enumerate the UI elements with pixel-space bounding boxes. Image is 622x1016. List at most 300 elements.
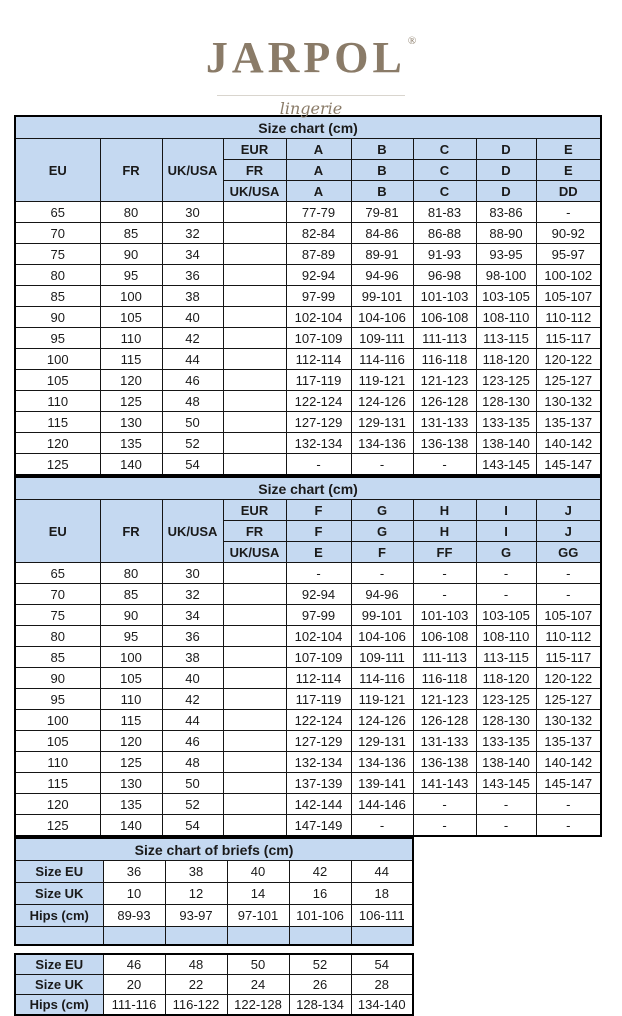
band-size-cell: 80 <box>100 563 162 584</box>
empty-label-cell <box>223 584 286 605</box>
band-size-cell: 110 <box>100 689 162 710</box>
empty-label-cell <box>223 647 286 668</box>
size-row <box>15 454 601 476</box>
underbust-range-cell: - <box>476 563 536 584</box>
empty-label-cell <box>223 689 286 710</box>
registered-trademark-icon: ® <box>407 35 417 47</box>
cup-size-cell: I <box>476 500 536 521</box>
empty-label-cell <box>223 433 286 454</box>
underbust-range-cell: 109-111 <box>351 647 413 668</box>
empty-label-cell <box>223 328 286 349</box>
briefs-value-cell: 93-97 <box>165 905 227 927</box>
underbust-range-cell: 109-111 <box>351 328 413 349</box>
briefs-row-label: Size EU <box>15 954 103 975</box>
size-row <box>15 328 601 349</box>
empty-label-cell <box>223 626 286 647</box>
underbust-range-cell: 110-112 <box>536 307 601 328</box>
size-row <box>15 307 601 328</box>
underbust-range-cell: 113-115 <box>476 328 536 349</box>
band-size-cell: 115 <box>15 412 100 433</box>
underbust-range-cell: - <box>476 815 536 837</box>
empty-label-cell <box>223 349 286 370</box>
underbust-range-cell: - <box>476 794 536 815</box>
underbust-range-cell: 116-118 <box>413 668 476 689</box>
band-size-cell: 65 <box>15 202 100 223</box>
size-row <box>15 752 601 773</box>
briefs-row <box>15 905 413 927</box>
band-size-cell: 95 <box>100 626 162 647</box>
underbust-range-cell: 124-126 <box>351 391 413 412</box>
band-size-cell: 46 <box>162 731 223 752</box>
underbust-range-cell: 115-117 <box>536 328 601 349</box>
underbust-range-cell: 112-114 <box>286 349 351 370</box>
band-size-cell: 90 <box>100 605 162 626</box>
cup-system-label-cell: EUR <box>223 500 286 521</box>
briefs-value-cell: 12 <box>165 883 227 905</box>
underbust-range-cell: 129-131 <box>351 412 413 433</box>
size-chart-table-1 <box>14 115 602 476</box>
cup-size-cell: H <box>413 500 476 521</box>
size-row <box>15 815 601 837</box>
underbust-range-cell: 118-120 <box>476 668 536 689</box>
empty-label-cell <box>223 265 286 286</box>
underbust-range-cell: 101-103 <box>413 605 476 626</box>
size-row <box>15 584 601 605</box>
band-size-cell: 125 <box>15 815 100 837</box>
size-row <box>15 286 601 307</box>
briefs-value-cell: 18 <box>351 883 413 905</box>
size-row <box>15 668 601 689</box>
cup-system-label-cell: UK/USA <box>223 542 286 563</box>
band-size-cell: 140 <box>100 815 162 837</box>
empty-label-cell <box>223 752 286 773</box>
briefs-value-cell: 10 <box>103 883 165 905</box>
band-size-cell: 95 <box>100 265 162 286</box>
briefs-value-cell: 134-140 <box>351 995 413 1016</box>
underbust-range-cell: - <box>351 454 413 476</box>
underbust-range-cell: 116-118 <box>413 349 476 370</box>
empty-label-cell <box>223 731 286 752</box>
band-size-cell: 54 <box>162 815 223 837</box>
band-size-cell: 48 <box>162 391 223 412</box>
band-size-cell: 135 <box>100 433 162 454</box>
empty-label-cell <box>223 773 286 794</box>
underbust-range-cell: - <box>413 794 476 815</box>
empty-label-cell <box>223 668 286 689</box>
briefs-value-cell: 20 <box>103 975 165 995</box>
band-size-cell: 95 <box>15 689 100 710</box>
underbust-range-cell: 102-104 <box>286 307 351 328</box>
band-size-cell: 48 <box>162 752 223 773</box>
underbust-range-cell: 113-115 <box>476 647 536 668</box>
band-size-cell: 38 <box>162 647 223 668</box>
underbust-range-cell: 147-149 <box>286 815 351 837</box>
briefs-value-cell: 38 <box>165 861 227 883</box>
region-header-cell: UK/USA <box>162 139 223 202</box>
underbust-range-cell: 140-142 <box>536 752 601 773</box>
underbust-range-cell: 127-129 <box>286 412 351 433</box>
underbust-range-cell: 96-98 <box>413 265 476 286</box>
band-size-cell: 95 <box>15 328 100 349</box>
underbust-range-cell: 136-138 <box>413 752 476 773</box>
cup-size-cell: J <box>536 500 601 521</box>
underbust-range-cell: 137-139 <box>286 773 351 794</box>
cup-size-cell: E <box>286 542 351 563</box>
size-chart-1-body <box>15 202 601 476</box>
region-header-cell: FR <box>100 139 162 202</box>
size-row <box>15 223 601 244</box>
band-size-cell: 90 <box>15 668 100 689</box>
underbust-range-cell: 83-86 <box>476 202 536 223</box>
band-size-cell: 85 <box>15 647 100 668</box>
band-size-cell: 32 <box>162 584 223 605</box>
underbust-range-cell: 135-137 <box>536 731 601 752</box>
region-header-cell: EU <box>15 500 100 563</box>
underbust-range-cell: 132-134 <box>286 433 351 454</box>
size-row <box>15 412 601 433</box>
cup-header-row <box>15 139 601 160</box>
spacer-cell <box>289 927 351 946</box>
briefs-value-cell: 44 <box>351 861 413 883</box>
briefs-row <box>15 995 413 1016</box>
underbust-range-cell: 141-143 <box>413 773 476 794</box>
underbust-range-cell: 126-128 <box>413 710 476 731</box>
underbust-range-cell: 103-105 <box>476 286 536 307</box>
briefs-value-cell: 89-93 <box>103 905 165 927</box>
band-size-cell: 105 <box>15 370 100 391</box>
band-size-cell: 115 <box>100 710 162 731</box>
band-size-cell: 34 <box>162 605 223 626</box>
band-size-cell: 50 <box>162 412 223 433</box>
underbust-range-cell: 114-116 <box>351 668 413 689</box>
cup-header-row <box>15 500 601 521</box>
underbust-range-cell: 122-124 <box>286 391 351 412</box>
cup-size-cell: B <box>351 139 413 160</box>
briefs-value-cell: 26 <box>289 975 351 995</box>
band-size-cell: 52 <box>162 794 223 815</box>
band-size-cell: 34 <box>162 244 223 265</box>
briefs-value-cell: 14 <box>227 883 289 905</box>
underbust-range-cell: 101-103 <box>413 286 476 307</box>
band-size-cell: 130 <box>100 412 162 433</box>
briefs-row <box>15 861 413 883</box>
size-chart-table-2 <box>14 476 602 837</box>
underbust-range-cell: 100-102 <box>536 265 601 286</box>
underbust-range-cell: 117-119 <box>286 689 351 710</box>
underbust-range-cell: 88-90 <box>476 223 536 244</box>
band-size-cell: 65 <box>15 563 100 584</box>
cup-size-cell: C <box>413 139 476 160</box>
briefs-value-cell: 22 <box>165 975 227 995</box>
empty-label-cell <box>223 794 286 815</box>
size-row <box>15 563 601 584</box>
briefs-value-cell: 48 <box>165 954 227 975</box>
briefs-value-cell: 28 <box>351 975 413 995</box>
size-row <box>15 626 601 647</box>
size-row <box>15 349 601 370</box>
size-row <box>15 710 601 731</box>
underbust-range-cell: 145-147 <box>536 773 601 794</box>
cup-size-cell: H <box>413 521 476 542</box>
underbust-range-cell: 128-130 <box>476 391 536 412</box>
band-size-cell: 125 <box>100 752 162 773</box>
size-row <box>15 647 601 668</box>
cup-size-cell: G <box>351 521 413 542</box>
underbust-range-cell: 103-105 <box>476 605 536 626</box>
cup-size-cell: D <box>476 160 536 181</box>
underbust-range-cell: 105-107 <box>536 286 601 307</box>
size-row <box>15 244 601 265</box>
underbust-range-cell: 127-129 <box>286 731 351 752</box>
briefs-row-label: Hips (cm) <box>15 995 103 1016</box>
size-row <box>15 265 601 286</box>
band-size-cell: 36 <box>162 265 223 286</box>
underbust-range-cell: - <box>286 563 351 584</box>
briefs-row-label: Size UK <box>15 883 103 905</box>
underbust-range-cell: 119-121 <box>351 689 413 710</box>
band-size-cell: 42 <box>162 689 223 710</box>
underbust-range-cell: 86-88 <box>413 223 476 244</box>
empty-label-cell <box>223 710 286 731</box>
region-header-cell: UK/USA <box>162 500 223 563</box>
underbust-range-cell: 111-113 <box>413 647 476 668</box>
underbust-range-cell: 99-101 <box>351 605 413 626</box>
band-size-cell: 44 <box>162 349 223 370</box>
band-size-cell: 130 <box>100 773 162 794</box>
briefs-chart-table-2 <box>14 953 414 1016</box>
briefs-table-gap <box>0 946 622 953</box>
size-chart-2-title <box>15 477 601 500</box>
briefs-title <box>15 838 413 861</box>
band-size-cell: 80 <box>15 626 100 647</box>
underbust-range-cell: - <box>536 202 601 223</box>
underbust-range-cell: - <box>536 794 601 815</box>
band-size-cell: 125 <box>100 391 162 412</box>
cup-size-cell: DD <box>536 181 601 202</box>
underbust-range-cell: 136-138 <box>413 433 476 454</box>
briefs-value-cell: 36 <box>103 861 165 883</box>
empty-label-cell <box>223 286 286 307</box>
empty-label-cell <box>223 454 286 476</box>
briefs-block-1-body <box>15 861 413 946</box>
region-header-cell: EU <box>15 139 100 202</box>
underbust-range-cell: 108-110 <box>476 626 536 647</box>
underbust-range-cell: 87-89 <box>286 244 351 265</box>
underbust-range-cell: - <box>536 563 601 584</box>
empty-label-cell <box>223 223 286 244</box>
size-row <box>15 689 601 710</box>
size-row <box>15 391 601 412</box>
underbust-range-cell: 82-84 <box>286 223 351 244</box>
underbust-range-cell: 117-119 <box>286 370 351 391</box>
underbust-range-cell: 142-144 <box>286 794 351 815</box>
underbust-range-cell: 131-133 <box>413 731 476 752</box>
region-header-cell: FR <box>100 500 162 563</box>
underbust-range-cell: 91-93 <box>413 244 476 265</box>
band-size-cell: 30 <box>162 563 223 584</box>
empty-label-cell <box>223 605 286 626</box>
band-size-cell: 85 <box>15 286 100 307</box>
empty-label-cell <box>223 244 286 265</box>
briefs-row <box>15 883 413 905</box>
band-size-cell: 85 <box>100 584 162 605</box>
empty-label-cell <box>223 391 286 412</box>
briefs-value-cell: 16 <box>289 883 351 905</box>
band-size-cell: 100 <box>15 349 100 370</box>
cup-size-cell: B <box>351 181 413 202</box>
band-size-cell: 30 <box>162 202 223 223</box>
band-size-cell: 46 <box>162 370 223 391</box>
cup-size-cell: E <box>536 160 601 181</box>
band-size-cell: 125 <box>15 454 100 476</box>
underbust-range-cell: 121-123 <box>413 689 476 710</box>
title-row <box>15 477 601 500</box>
underbust-range-cell: 105-107 <box>536 605 601 626</box>
cup-size-cell: C <box>413 181 476 202</box>
underbust-range-cell: - <box>286 454 351 476</box>
underbust-range-cell: 126-128 <box>413 391 476 412</box>
briefs-value-cell: 40 <box>227 861 289 883</box>
briefs-chart-table-1 <box>14 837 414 946</box>
size-chart-1-header <box>15 139 601 202</box>
spacer-cell <box>227 927 289 946</box>
band-size-cell: 140 <box>100 454 162 476</box>
underbust-range-cell: 81-83 <box>413 202 476 223</box>
underbust-range-cell: 120-122 <box>536 349 601 370</box>
underbust-range-cell: 89-91 <box>351 244 413 265</box>
underbust-range-cell: 128-130 <box>476 710 536 731</box>
briefs-value-cell: 106-111 <box>351 905 413 927</box>
underbust-range-cell: 84-86 <box>351 223 413 244</box>
underbust-range-cell: 130-132 <box>536 710 601 731</box>
underbust-range-cell: 123-125 <box>476 689 536 710</box>
briefs-value-cell: 50 <box>227 954 289 975</box>
briefs-row-label: Size UK <box>15 975 103 995</box>
underbust-range-cell: - <box>413 454 476 476</box>
underbust-range-cell: 122-124 <box>286 710 351 731</box>
brand-logo <box>0 0 622 118</box>
underbust-range-cell: 107-109 <box>286 647 351 668</box>
band-size-cell: 70 <box>15 223 100 244</box>
band-size-cell: 36 <box>162 626 223 647</box>
underbust-range-cell: - <box>413 584 476 605</box>
underbust-range-cell: 99-101 <box>351 286 413 307</box>
band-size-cell: 120 <box>100 731 162 752</box>
underbust-range-cell: - <box>536 815 601 837</box>
briefs-value-cell: 101-106 <box>289 905 351 927</box>
underbust-range-cell: - <box>476 584 536 605</box>
underbust-range-cell: 108-110 <box>476 307 536 328</box>
band-size-cell: 52 <box>162 433 223 454</box>
underbust-range-cell: 120-122 <box>536 668 601 689</box>
underbust-range-cell: 114-116 <box>351 349 413 370</box>
size-row <box>15 605 601 626</box>
underbust-range-cell: 132-134 <box>286 752 351 773</box>
title-row <box>15 838 413 861</box>
spacer-cell <box>165 927 227 946</box>
underbust-range-cell: 102-104 <box>286 626 351 647</box>
band-size-cell: 54 <box>162 454 223 476</box>
cup-size-cell: G <box>351 500 413 521</box>
cup-size-cell: A <box>286 160 351 181</box>
underbust-range-cell: 134-136 <box>351 433 413 454</box>
table-title: Size chart (cm) <box>15 477 601 500</box>
underbust-range-cell: 104-106 <box>351 626 413 647</box>
cup-system-label-cell: FR <box>223 521 286 542</box>
underbust-range-cell: 98-100 <box>476 265 536 286</box>
band-size-cell: 70 <box>15 584 100 605</box>
title-row <box>15 116 601 139</box>
underbust-range-cell: - <box>413 815 476 837</box>
underbust-range-cell: 97-99 <box>286 605 351 626</box>
underbust-range-cell: 119-121 <box>351 370 413 391</box>
underbust-range-cell: 144-146 <box>351 794 413 815</box>
spacer-cell <box>103 927 165 946</box>
underbust-range-cell: 107-109 <box>286 328 351 349</box>
cup-size-cell: GG <box>536 542 601 563</box>
underbust-range-cell: 92-94 <box>286 584 351 605</box>
band-size-cell: 120 <box>15 794 100 815</box>
underbust-range-cell: 94-96 <box>351 584 413 605</box>
empty-label-cell <box>223 815 286 837</box>
underbust-range-cell: 145-147 <box>536 454 601 476</box>
band-size-cell: 100 <box>100 647 162 668</box>
band-size-cell: 90 <box>15 307 100 328</box>
size-row <box>15 731 601 752</box>
band-size-cell: 90 <box>100 244 162 265</box>
underbust-range-cell: - <box>351 563 413 584</box>
table-title: Size chart of briefs (cm) <box>15 838 413 861</box>
cup-size-cell: F <box>351 542 413 563</box>
cup-size-cell: F <box>286 521 351 542</box>
cup-system-label-cell: FR <box>223 160 286 181</box>
band-size-cell: 42 <box>162 328 223 349</box>
band-size-cell: 110 <box>100 328 162 349</box>
underbust-range-cell: 94-96 <box>351 265 413 286</box>
table-title: Size chart (cm) <box>15 116 601 139</box>
underbust-range-cell: 118-120 <box>476 349 536 370</box>
cup-size-cell: C <box>413 160 476 181</box>
logo-divider <box>217 95 405 96</box>
briefs-value-cell: 54 <box>351 954 413 975</box>
underbust-range-cell: 77-79 <box>286 202 351 223</box>
underbust-range-cell: 111-113 <box>413 328 476 349</box>
underbust-range-cell: 139-141 <box>351 773 413 794</box>
briefs-block-2-body <box>15 954 413 1015</box>
size-row <box>15 773 601 794</box>
underbust-range-cell: 138-140 <box>476 752 536 773</box>
size-chart-1-title <box>15 116 601 139</box>
band-size-cell: 75 <box>15 244 100 265</box>
size-row <box>15 202 601 223</box>
band-size-cell: 110 <box>15 391 100 412</box>
band-size-cell: 120 <box>15 433 100 454</box>
underbust-range-cell: 97-99 <box>286 286 351 307</box>
empty-label-cell <box>223 202 286 223</box>
size-chart-2-header <box>15 500 601 563</box>
band-size-cell: 85 <box>100 223 162 244</box>
underbust-range-cell: 143-145 <box>476 773 536 794</box>
spacer-cell <box>15 927 103 946</box>
underbust-range-cell: 95-97 <box>536 244 601 265</box>
underbust-range-cell: 110-112 <box>536 626 601 647</box>
band-size-cell: 38 <box>162 286 223 307</box>
briefs-value-cell: 46 <box>103 954 165 975</box>
band-size-cell: 120 <box>100 370 162 391</box>
underbust-range-cell: 123-125 <box>476 370 536 391</box>
band-size-cell: 80 <box>100 202 162 223</box>
underbust-range-cell: 131-133 <box>413 412 476 433</box>
